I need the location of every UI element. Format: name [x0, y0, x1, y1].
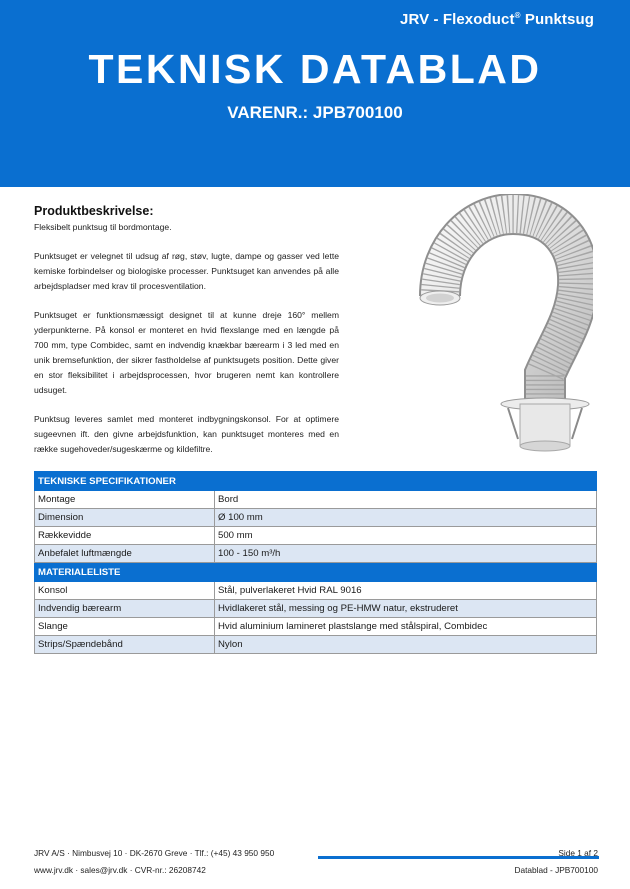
row-value: Nylon: [215, 636, 597, 654]
table-row: [35, 509, 597, 527]
description-paragraph: Fleksibelt punktsug til bordmontage.: [34, 222, 172, 232]
section-header-materials: [35, 563, 597, 582]
footer-address: JRV A/S · Nimbusvej 10 · DK-2670 Greve · Tlf.: (+45) 43 950 950: [34, 848, 275, 858]
spec-table: [34, 471, 597, 654]
row-label: Montage: [35, 491, 215, 509]
row-label: Strips/Spændebånd: [35, 636, 215, 654]
row-label: Konsol: [35, 582, 215, 600]
product-image: [418, 194, 593, 456]
table-row: [35, 618, 597, 636]
section-heading: TEKNISKE SPECIFIKATIONER: [35, 472, 597, 491]
document-reference: Datablad - JPB700100: [514, 865, 598, 875]
row-label: Indvendig bærearm: [35, 600, 215, 618]
table-row: [35, 600, 597, 618]
row-value: Stål, pulverlakeret Hvid RAL 9016: [215, 582, 597, 600]
page-number: Side 1 af 2: [558, 848, 598, 858]
item-number: VARENR.: JPB700100: [227, 103, 403, 122]
section-heading: MATERIALELISTE: [35, 563, 597, 582]
header-banner: [0, 0, 630, 187]
description-paragraph: Punktsug leveres samlet med monteret indbygningskonsol. For at optimere sugeevnen ift. den givne arbejdsfunktion, kan punktsuget monteres med en række sugehoveder/sugeskærme og kildefiltre.: [34, 414, 339, 454]
row-label: Slange: [35, 618, 215, 636]
table-row: [35, 491, 597, 509]
row-value: Bord: [215, 491, 597, 509]
section-header-tech-specs: [35, 472, 597, 491]
row-label: Rækkevidde: [35, 527, 215, 545]
row-value: 500 mm: [215, 527, 597, 545]
row-label: Dimension: [35, 509, 215, 527]
table-row: [35, 527, 597, 545]
row-value: Ø 100 mm: [215, 509, 597, 527]
row-value: Hvidlakeret stål, messing og PE-HMW natur, ekstruderet: [215, 600, 597, 618]
product-description: [34, 204, 339, 471]
table-row: [35, 545, 597, 563]
footer-web: www.jrv.dk · sales@jrv.dk · CVR-nr.: 26208742: [34, 865, 206, 875]
footer-page-info: [515, 845, 599, 879]
description-paragraph: Punktsuget er funktionsmæssigt designet til at kunne dreje 160° mellem yderpunkterne. På konsol er monteret en hvid flexslange med en længde på 700 mm, type Combidec, samt en indvendig knækbar bærearm i 3 led med en unik bremsefunktion, der sikrer fastholdelse af punktsugets position. Dette giver en stor fleksibilitet i arbejdsprocessen, hvor brugeren nemt kan kontrollere udsuget.: [34, 310, 339, 395]
row-value: Hvid aluminium lamineret plastslange med stålspiral, Combidec: [215, 618, 597, 636]
table-row: [35, 636, 597, 654]
footer-contact: [34, 845, 274, 879]
brand-title: JRV - Flexoduct® Punktsug: [400, 11, 594, 28]
table-row: [35, 582, 597, 600]
description-heading: Produktbeskrivelse:: [34, 204, 154, 218]
document-title: TEKNISK DATABLAD: [88, 46, 542, 92]
description-paragraph: Punktsuget er velegnet til udsug af røg, støv, lugte, dampe og gasser ved lette kemiske forbindelser og biologiske processer. Punktsuget kan anvendes på alle arbejdspladser med krav til procesventilation.: [34, 251, 339, 291]
row-value: 100 - 150 m³/h: [215, 545, 597, 563]
row-label: Anbefalet luftmængde: [35, 545, 215, 563]
